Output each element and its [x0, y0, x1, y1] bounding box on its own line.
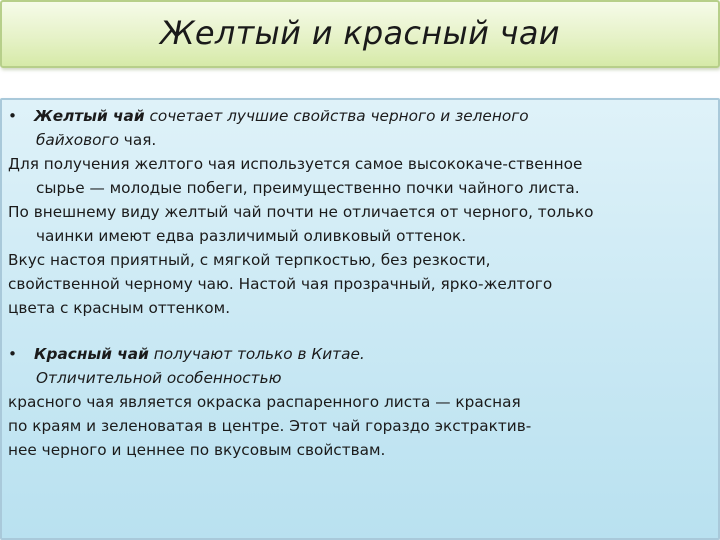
red-tea-line: нее черного и ценнее по вкусовым свойствам.	[8, 441, 386, 459]
yellow-tea-term: Желтый чай	[34, 107, 145, 125]
bullet-icon: •	[8, 345, 18, 363]
slide-title: Желтый и красный чаи	[160, 14, 560, 52]
red-tea-lead-continued	[8, 366, 708, 390]
red-tea-line: по краям и зеленоватая в центре. Этот чай гораздо экстрактив-	[8, 417, 532, 435]
paragraph-gap	[8, 320, 708, 342]
bullet-icon: •	[8, 107, 18, 125]
yellow-tea-line: Вкус настоя приятный, с мягкой терпкостью, без резкости,	[8, 251, 491, 269]
yellow-tea-heading-line	[8, 104, 708, 128]
red-tea-lead: получают только в Китае.	[148, 345, 365, 363]
yellow-tea-line: свойственной черному чаю. Настой чая прозрачный, ярко-желтого	[8, 275, 553, 293]
yellow-tea-line: Для получения желтого чая используется самое высококаче-ственное	[8, 155, 583, 173]
yellow-tea-lead-continued	[8, 128, 708, 152]
content-text	[8, 104, 708, 462]
yellow-tea-line: По внешнему виду желтый чай почти не отличается от черного, только	[8, 203, 594, 221]
yellow-tea-lead-word: байхового	[36, 131, 119, 149]
yellow-tea-line: цвета с красным оттенком.	[8, 299, 231, 317]
yellow-tea-lead: сочетает лучшие свойства черного и зеленого	[144, 107, 529, 125]
red-tea-heading-line	[8, 342, 708, 366]
title-box	[0, 0, 720, 68]
yellow-tea-lead-rest: чая.	[118, 131, 157, 149]
content-box	[0, 98, 720, 540]
red-tea-term: Красный чай	[34, 345, 149, 363]
red-tea-line: красного чая является окраска распаренного листа — красная	[8, 393, 521, 411]
yellow-tea-line: сырье — молодые побеги, преимущественно почки чайного листа.	[36, 179, 580, 197]
yellow-tea-line: чаинки имеют едва различимый оливковый оттенок.	[36, 227, 467, 245]
red-tea-lead-phrase: Отличительной особенностью	[36, 369, 282, 387]
